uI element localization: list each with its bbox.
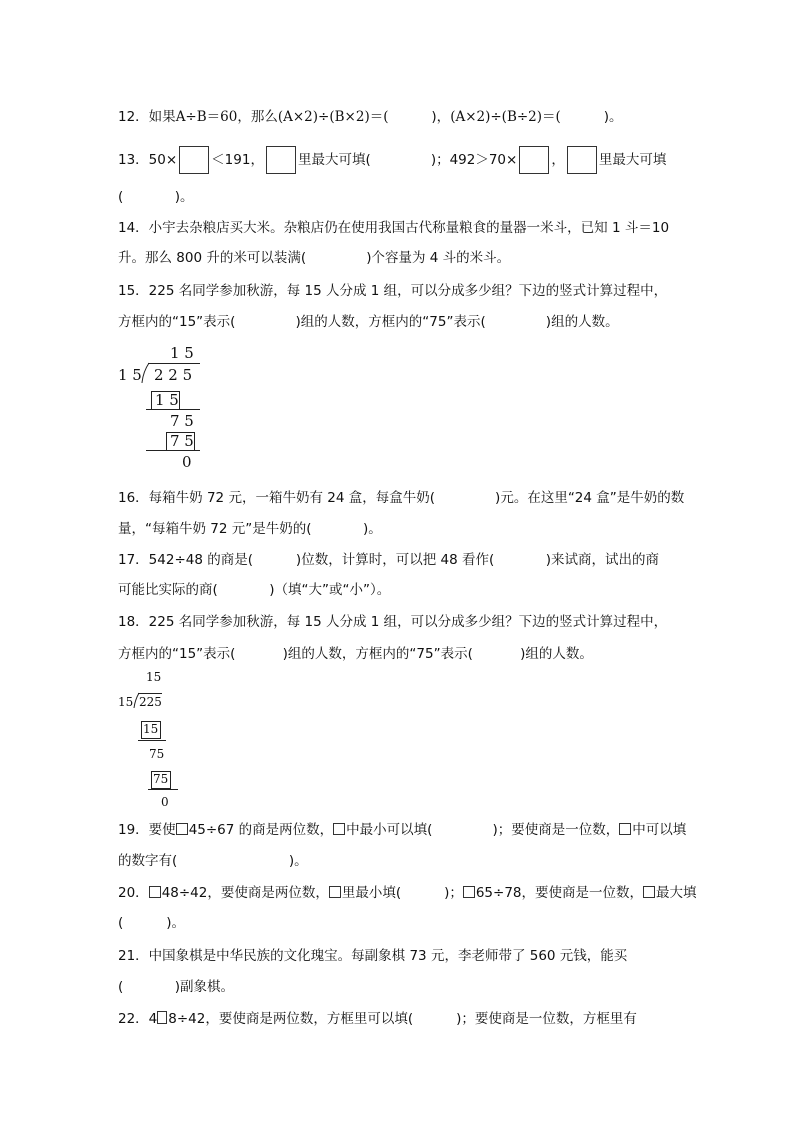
question-13-cont	[118, 188, 194, 206]
q20-blank-2[interactable]	[123, 915, 166, 931]
answer-box[interactable]	[266, 146, 296, 174]
q21-text-b: )副象棋。	[174, 979, 235, 995]
q19-text-b: 45÷67 的商是两位数，	[188, 822, 334, 838]
answer-box[interactable]	[567, 146, 597, 174]
square-placeholder-icon	[619, 823, 631, 835]
q17-blank-3[interactable]	[218, 582, 270, 598]
square-placeholder-icon	[333, 823, 345, 835]
q16-blank-1[interactable]	[435, 490, 495, 506]
subtraction-line	[146, 450, 200, 451]
paren-close: )。	[174, 189, 194, 205]
q15-text-c: )组的人数。	[545, 314, 619, 330]
q13-text-1: ＜191，	[211, 152, 264, 168]
square-placeholder-icon	[643, 886, 655, 898]
question-15-line-1: 15．225 名同学参加秋游，每 15 人分成 1 组，可以分成多少组？下边的竖式计算过程中，	[118, 283, 668, 299]
q17-text-c: )来试商，试出的商	[545, 552, 659, 568]
q18-text-a: 方框内的“15”表示(	[118, 646, 236, 662]
q19-text-c: 中最小可以填(	[346, 822, 433, 838]
paren-open: (	[118, 189, 124, 205]
q20-text-a: 20．	[118, 885, 149, 901]
boxed-product: 7 5	[170, 432, 194, 450]
q14-text-b: )个容量为 4 斗的米斗。	[366, 250, 511, 266]
q13-prefix: 13．50×	[118, 152, 178, 168]
question-16-line-1	[118, 489, 684, 507]
question-14-line-1: 14．小宇去杂粮店买大米。杂粮店仍在使用我国古代称量粮食的量器一米斗，已知 1 斗＝10	[118, 220, 670, 236]
q17-blank-1[interactable]	[253, 552, 296, 568]
division-bar	[138, 693, 162, 694]
square-placeholder-icon	[329, 886, 341, 898]
subtraction-line	[138, 740, 166, 741]
q18-blank-2[interactable]	[473, 646, 520, 662]
divisor: 1 5	[118, 366, 142, 384]
question-18-line-2	[118, 645, 593, 663]
q22-text-b: 8÷42，要使商是两位数，方框里可以填(	[168, 1011, 414, 1027]
q13-blank-2[interactable]	[123, 189, 175, 205]
q17-text-d: 可能比实际的商(	[118, 582, 218, 598]
q18-text-b: )组的人数，方框内的“75”表示(	[282, 646, 473, 662]
square-placeholder-icon	[149, 886, 161, 898]
q13-text-4: ，	[551, 152, 565, 168]
q19-text-g: )。	[288, 853, 308, 869]
question-17-line-1	[118, 551, 659, 569]
q19-blank-2[interactable]	[177, 853, 289, 869]
boxed-product: 1 5	[155, 391, 179, 409]
question-18-line-1: 18．225 名同学参加秋游，每 15 人分成 1 组，可以分成多少组？下边的竖式计算过程中，	[118, 614, 668, 630]
remainder: 7 5	[170, 412, 194, 430]
question-15-line-2	[118, 313, 619, 331]
q20-text-c: 里最小填(	[341, 885, 402, 901]
boxed-product: 75	[153, 772, 169, 786]
q12-end: )。	[603, 109, 623, 125]
q13-blank-1[interactable]	[371, 152, 431, 168]
quotient: 1 5	[170, 344, 194, 362]
q12-expr3: (A×2)÷(B÷2)＝(	[450, 109, 561, 125]
question-22-line-1	[118, 1010, 637, 1028]
question-20-line-2	[118, 914, 185, 932]
q20-text-e: 65÷78，要使商是一位数，	[475, 885, 644, 901]
q19-text-f: 的数字有(	[118, 853, 178, 869]
q12-blank-2[interactable]	[561, 109, 604, 125]
q15-blank-2[interactable]	[486, 314, 546, 330]
q13-text-3: )；492＞70×	[430, 152, 518, 168]
q12-blank-1[interactable]	[388, 109, 431, 125]
question-17-line-2	[118, 581, 390, 599]
question-16-line-2	[118, 520, 382, 538]
final-remainder: 0	[182, 453, 192, 471]
q15-text-a: 方框内的“15”表示(	[118, 314, 236, 330]
q18-blank-1[interactable]	[235, 646, 282, 662]
answer-box[interactable]	[519, 146, 549, 174]
q22-text-a: 22．4	[118, 1011, 158, 1027]
question-19-line-2	[118, 852, 308, 870]
q15-blank-1[interactable]	[235, 314, 295, 330]
q12-prefix: 12．如果	[118, 109, 176, 125]
q19-text-d: )；要使商是一位数，	[492, 822, 620, 838]
q20-text-b: 48÷42，要使商是两位数，	[161, 885, 329, 901]
q15-text-b: )组的人数，方框内的“75”表示(	[295, 314, 486, 330]
q14-text-a: 升。那么 800 升的米可以装满(	[118, 250, 307, 266]
q16-text-a: 16．每箱牛奶 72 元，一箱牛奶有 24 盒，每盒牛奶(	[118, 490, 435, 506]
q13-text-5: 里最大可填	[598, 152, 667, 168]
question-12	[118, 108, 623, 126]
final-remainder: 0	[161, 795, 169, 809]
q12-sep: )，	[431, 109, 451, 125]
square-placeholder-icon	[463, 886, 475, 898]
paren-close: )。	[166, 915, 185, 931]
question-14-line-2	[118, 249, 510, 267]
q22-text-c: )；要使商是一位数，方框里有	[456, 1011, 637, 1027]
q17-text-a: 17．542÷48 的商是(	[118, 552, 253, 568]
remainder: 75	[149, 747, 165, 761]
subtraction-line	[146, 409, 200, 410]
q19-text-e: 中可以填	[632, 822, 687, 838]
q12-text: 那么	[250, 109, 278, 125]
q16-text-b: )元。在这里“24 盒”是牛奶的数	[495, 490, 685, 506]
question-20-line-1	[118, 884, 697, 902]
q17-text-b: )位数，计算时，可以把 48 看作(	[295, 552, 495, 568]
q20-text-f: 最大填	[656, 885, 697, 901]
subtraction-line	[148, 789, 178, 790]
divisor: 15	[118, 695, 134, 709]
q19-blank-1[interactable]	[432, 822, 492, 838]
q14-blank[interactable]	[306, 250, 366, 266]
q12-expr: A÷B＝60，	[175, 109, 251, 125]
q17-text-e: )（填“大”或“小”）。	[269, 582, 391, 598]
square-placeholder-icon	[157, 1011, 167, 1024]
q13-text-2: 里最大可填(	[297, 152, 371, 168]
q17-blank-2[interactable]	[494, 552, 546, 568]
question-21-line-2	[118, 978, 234, 996]
question-13	[118, 146, 666, 174]
boxed-product: 15	[143, 722, 159, 736]
q18-text-c: )组的人数。	[520, 646, 593, 662]
square-placeholder-icon	[176, 823, 188, 835]
dividend: 2 2 5	[154, 366, 193, 384]
q21-blank[interactable]	[123, 979, 175, 995]
q20-text-d: )；	[444, 885, 463, 901]
q12-expr2: (A×2)÷(B×2)＝(	[277, 109, 389, 125]
paren-open: (	[118, 979, 124, 995]
quotient: 15	[146, 670, 162, 684]
division-bracket	[141, 362, 151, 384]
paren-open: (	[118, 915, 124, 931]
question-19-line-1	[118, 821, 686, 839]
dividend: 225	[139, 695, 162, 709]
q16-text-d: )。	[363, 521, 382, 537]
question-21-line-1: 21．中国象棋是中华民族的文化瑰宝。每副象棋 73 元，李老师带了 560 元钱，能买	[118, 948, 628, 964]
q20-blank-1[interactable]	[401, 885, 444, 901]
q19-text-a: 19．要使	[118, 822, 176, 838]
q16-blank-2[interactable]	[312, 521, 364, 537]
q16-text-c: 量，“每箱牛奶 72 元”是牛奶的(	[118, 521, 312, 537]
division-bar	[148, 363, 200, 364]
q22-blank[interactable]	[413, 1011, 456, 1027]
answer-box[interactable]	[179, 146, 209, 174]
